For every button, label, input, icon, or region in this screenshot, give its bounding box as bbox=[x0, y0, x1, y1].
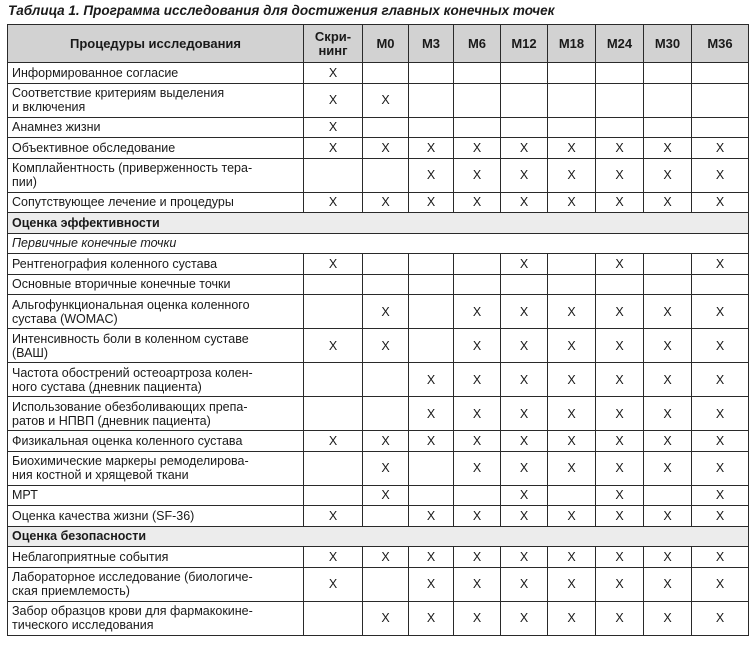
schedule-cell: Х bbox=[409, 506, 454, 527]
schedule-cell: Х bbox=[548, 363, 596, 397]
schedule-cell: Х bbox=[548, 547, 596, 568]
section-label: Оценка безопасности bbox=[8, 526, 749, 547]
schedule-cell: Х bbox=[304, 567, 363, 601]
header-visit: М6 bbox=[454, 25, 501, 63]
schedule-cell: Х bbox=[409, 138, 454, 159]
schedule-cell: Х bbox=[363, 329, 409, 363]
schedule-cell: Х bbox=[596, 485, 644, 506]
schedule-cell bbox=[363, 117, 409, 138]
schedule-cell: Х bbox=[501, 397, 548, 431]
schedule-cell: Х bbox=[692, 547, 749, 568]
schedule-cell bbox=[363, 567, 409, 601]
schedule-cell: Х bbox=[596, 547, 644, 568]
schedule-cell bbox=[304, 274, 363, 295]
schedule-cell: Х bbox=[304, 254, 363, 275]
schedule-cell: Х bbox=[596, 295, 644, 329]
procedure-label: Физикальная оценка коленного сустава bbox=[8, 431, 304, 452]
study-schedule-table bbox=[7, 24, 749, 636]
schedule-cell: Х bbox=[363, 83, 409, 117]
schedule-cell: Х bbox=[548, 451, 596, 485]
schedule-cell: Х bbox=[644, 138, 692, 159]
schedule-cell: Х bbox=[692, 431, 749, 452]
procedure-label: Объективное обследование bbox=[8, 138, 304, 159]
schedule-cell: Х bbox=[596, 363, 644, 397]
schedule-cell: Х bbox=[692, 601, 749, 635]
schedule-cell: Х bbox=[363, 431, 409, 452]
schedule-cell: Х bbox=[644, 431, 692, 452]
schedule-cell: Х bbox=[363, 295, 409, 329]
schedule-cell bbox=[304, 451, 363, 485]
header-row bbox=[8, 25, 749, 63]
table-row bbox=[8, 138, 749, 159]
schedule-cell: Х bbox=[596, 138, 644, 159]
schedule-cell: Х bbox=[409, 601, 454, 635]
schedule-cell: Х bbox=[304, 192, 363, 213]
subsection-label: Первичные конечные точки bbox=[8, 233, 749, 254]
schedule-cell bbox=[363, 397, 409, 431]
schedule-cell: Х bbox=[454, 431, 501, 452]
schedule-cell bbox=[409, 83, 454, 117]
schedule-cell: Х bbox=[596, 601, 644, 635]
table-caption: Таблица 1. Программа исследования для достижения главных конечных точек bbox=[8, 3, 555, 18]
procedure-label: Основные вторичные конечные точки bbox=[8, 274, 304, 295]
schedule-cell bbox=[304, 485, 363, 506]
schedule-cell bbox=[548, 485, 596, 506]
schedule-cell: Х bbox=[409, 397, 454, 431]
schedule-cell: Х bbox=[596, 397, 644, 431]
schedule-cell bbox=[454, 83, 501, 117]
schedule-cell bbox=[692, 83, 749, 117]
subsection-row bbox=[8, 233, 749, 254]
schedule-cell: Х bbox=[501, 431, 548, 452]
procedure-label: Рентгенография коленного сустава bbox=[8, 254, 304, 275]
table-row bbox=[8, 601, 749, 635]
schedule-cell: Х bbox=[548, 431, 596, 452]
schedule-cell bbox=[409, 63, 454, 84]
schedule-cell: Х bbox=[363, 451, 409, 485]
schedule-cell: Х bbox=[548, 601, 596, 635]
schedule-cell: Х bbox=[501, 192, 548, 213]
schedule-cell bbox=[692, 274, 749, 295]
schedule-cell: Х bbox=[596, 567, 644, 601]
schedule-cell: Х bbox=[363, 485, 409, 506]
schedule-cell: Х bbox=[304, 547, 363, 568]
procedure-label: Комплайентность (приверженность тера- пии) bbox=[8, 158, 304, 192]
schedule-cell: Х bbox=[692, 138, 749, 159]
schedule-cell bbox=[644, 485, 692, 506]
schedule-cell: Х bbox=[692, 158, 749, 192]
schedule-cell: Х bbox=[454, 192, 501, 213]
schedule-cell: Х bbox=[596, 329, 644, 363]
schedule-cell: Х bbox=[454, 451, 501, 485]
procedure-label: Информированное согласие bbox=[8, 63, 304, 84]
table-row bbox=[8, 567, 749, 601]
schedule-cell bbox=[454, 63, 501, 84]
schedule-cell: Х bbox=[548, 329, 596, 363]
table-row bbox=[8, 329, 749, 363]
schedule-cell bbox=[363, 363, 409, 397]
schedule-cell: Х bbox=[454, 158, 501, 192]
header-visit: М30 bbox=[644, 25, 692, 63]
schedule-cell bbox=[304, 158, 363, 192]
schedule-cell bbox=[409, 274, 454, 295]
schedule-cell bbox=[692, 117, 749, 138]
schedule-cell: Х bbox=[501, 329, 548, 363]
schedule-cell bbox=[501, 63, 548, 84]
schedule-cell bbox=[692, 63, 749, 84]
schedule-cell bbox=[596, 83, 644, 117]
schedule-cell: Х bbox=[454, 295, 501, 329]
header-visit: М3 bbox=[409, 25, 454, 63]
schedule-cell: Х bbox=[501, 254, 548, 275]
schedule-cell bbox=[644, 274, 692, 295]
schedule-cell: Х bbox=[501, 138, 548, 159]
schedule-cell: Х bbox=[692, 254, 749, 275]
schedule-cell: Х bbox=[409, 431, 454, 452]
schedule-cell bbox=[409, 329, 454, 363]
schedule-cell: Х bbox=[409, 192, 454, 213]
schedule-cell bbox=[304, 295, 363, 329]
schedule-cell: Х bbox=[363, 192, 409, 213]
schedule-cell: Х bbox=[304, 138, 363, 159]
schedule-cell: Х bbox=[304, 117, 363, 138]
schedule-cell: Х bbox=[548, 506, 596, 527]
schedule-cell bbox=[644, 117, 692, 138]
schedule-cell: Х bbox=[304, 506, 363, 527]
schedule-cell: Х bbox=[692, 451, 749, 485]
procedure-label: Соответствие критериям выделения и включения bbox=[8, 83, 304, 117]
table-row bbox=[8, 363, 749, 397]
header-visit: М36 bbox=[692, 25, 749, 63]
table-row bbox=[8, 192, 749, 213]
schedule-cell bbox=[454, 485, 501, 506]
schedule-cell bbox=[409, 117, 454, 138]
schedule-cell: Х bbox=[454, 547, 501, 568]
schedule-cell bbox=[304, 601, 363, 635]
schedule-cell: Х bbox=[644, 601, 692, 635]
procedure-label: Оценка качества жизни (SF-36) bbox=[8, 506, 304, 527]
schedule-cell bbox=[409, 254, 454, 275]
header-visit: М12 bbox=[501, 25, 548, 63]
table-row bbox=[8, 451, 749, 485]
schedule-cell bbox=[501, 83, 548, 117]
schedule-cell bbox=[596, 117, 644, 138]
schedule-cell: Х bbox=[644, 295, 692, 329]
table-row bbox=[8, 83, 749, 117]
schedule-cell: Х bbox=[692, 485, 749, 506]
schedule-cell: Х bbox=[501, 158, 548, 192]
schedule-cell bbox=[501, 274, 548, 295]
procedure-label: Неблагоприятные события bbox=[8, 547, 304, 568]
schedule-cell: Х bbox=[454, 506, 501, 527]
schedule-cell bbox=[501, 117, 548, 138]
procedure-label: Сопутствующее лечение и процедуры bbox=[8, 192, 304, 213]
schedule-cell: Х bbox=[501, 485, 548, 506]
header-visit: М0 bbox=[363, 25, 409, 63]
procedure-label: Использование обезболивающих препа- ратов и НПВП (дневник пациента) bbox=[8, 397, 304, 431]
schedule-cell: Х bbox=[304, 431, 363, 452]
schedule-cell: Х bbox=[501, 547, 548, 568]
schedule-cell bbox=[596, 63, 644, 84]
schedule-cell: Х bbox=[548, 567, 596, 601]
procedure-label: Забор образцов крови для фармакокине- тического исследования bbox=[8, 601, 304, 635]
schedule-cell: Х bbox=[548, 158, 596, 192]
schedule-cell: Х bbox=[644, 158, 692, 192]
procedure-label: Частота обострений остеоартроза колен- ного сустава (дневник пациента) bbox=[8, 363, 304, 397]
schedule-cell: Х bbox=[692, 192, 749, 213]
table-row bbox=[8, 117, 749, 138]
schedule-cell: Х bbox=[409, 547, 454, 568]
schedule-cell: Х bbox=[548, 397, 596, 431]
schedule-cell: Х bbox=[454, 363, 501, 397]
table-row bbox=[8, 295, 749, 329]
schedule-cell: Х bbox=[596, 254, 644, 275]
schedule-cell: Х bbox=[644, 506, 692, 527]
schedule-cell: Х bbox=[596, 431, 644, 452]
section-label: Оценка эффективности bbox=[8, 213, 749, 234]
schedule-cell: Х bbox=[454, 601, 501, 635]
schedule-cell: Х bbox=[596, 506, 644, 527]
procedure-label: Лабораторное исследование (биологиче- ская приемлемость) bbox=[8, 567, 304, 601]
procedure-label: Интенсивность боли в коленном суставе (ВАШ) bbox=[8, 329, 304, 363]
procedure-label: Анамнез жизни bbox=[8, 117, 304, 138]
schedule-cell: Х bbox=[548, 138, 596, 159]
schedule-cell: Х bbox=[501, 295, 548, 329]
schedule-cell: Х bbox=[409, 363, 454, 397]
procedure-label: Альгофункциональная оценка коленного сустава (WOMAC) bbox=[8, 295, 304, 329]
table-row bbox=[8, 547, 749, 568]
schedule-cell: Х bbox=[644, 329, 692, 363]
schedule-cell: Х bbox=[644, 567, 692, 601]
schedule-cell bbox=[304, 363, 363, 397]
schedule-cell: Х bbox=[692, 397, 749, 431]
schedule-cell: Х bbox=[501, 506, 548, 527]
schedule-cell bbox=[304, 397, 363, 431]
schedule-cell: Х bbox=[501, 363, 548, 397]
schedule-cell: Х bbox=[692, 567, 749, 601]
schedule-cell bbox=[363, 63, 409, 84]
schedule-cell bbox=[644, 63, 692, 84]
schedule-cell bbox=[548, 83, 596, 117]
table-row bbox=[8, 485, 749, 506]
schedule-cell: Х bbox=[644, 397, 692, 431]
schedule-cell bbox=[548, 274, 596, 295]
table-row bbox=[8, 506, 749, 527]
schedule-cell: Х bbox=[363, 601, 409, 635]
schedule-cell bbox=[644, 83, 692, 117]
schedule-cell: Х bbox=[548, 295, 596, 329]
schedule-cell bbox=[409, 451, 454, 485]
schedule-cell: Х bbox=[692, 506, 749, 527]
schedule-cell: Х bbox=[692, 363, 749, 397]
table-row bbox=[8, 274, 749, 295]
procedure-label: Биохимические маркеры ремоделирова- ния костной и хрящевой ткани bbox=[8, 451, 304, 485]
schedule-cell bbox=[363, 274, 409, 295]
schedule-cell: Х bbox=[454, 567, 501, 601]
schedule-cell: Х bbox=[409, 567, 454, 601]
table-row bbox=[8, 158, 749, 192]
schedule-cell: Х bbox=[596, 192, 644, 213]
schedule-cell: Х bbox=[363, 547, 409, 568]
schedule-cell: Х bbox=[501, 567, 548, 601]
schedule-cell bbox=[409, 295, 454, 329]
table-row bbox=[8, 254, 749, 275]
schedule-cell: Х bbox=[454, 329, 501, 363]
schedule-cell bbox=[409, 485, 454, 506]
schedule-cell bbox=[454, 274, 501, 295]
schedule-cell: Х bbox=[454, 397, 501, 431]
schedule-cell: Х bbox=[644, 363, 692, 397]
schedule-cell: Х bbox=[304, 63, 363, 84]
schedule-cell: Х bbox=[644, 192, 692, 213]
table-row bbox=[8, 63, 749, 84]
section-row bbox=[8, 213, 749, 234]
schedule-cell: Х bbox=[304, 329, 363, 363]
schedule-cell: Х bbox=[304, 83, 363, 117]
header-visit: М18 bbox=[548, 25, 596, 63]
schedule-cell: Х bbox=[501, 451, 548, 485]
header-procedures: Процедуры исследования bbox=[8, 25, 304, 63]
schedule-cell: Х bbox=[363, 138, 409, 159]
table-row bbox=[8, 431, 749, 452]
schedule-cell: Х bbox=[596, 451, 644, 485]
section-row bbox=[8, 526, 749, 547]
schedule-cell: Х bbox=[596, 158, 644, 192]
schedule-cell bbox=[363, 506, 409, 527]
schedule-cell bbox=[363, 158, 409, 192]
schedule-cell: Х bbox=[548, 192, 596, 213]
header-visit: М24 bbox=[596, 25, 644, 63]
procedure-label: МРТ bbox=[8, 485, 304, 506]
schedule-cell: Х bbox=[692, 295, 749, 329]
header-visit: Скри- нинг bbox=[304, 25, 363, 63]
schedule-cell: Х bbox=[692, 329, 749, 363]
schedule-cell bbox=[548, 63, 596, 84]
schedule-cell: Х bbox=[644, 451, 692, 485]
schedule-cell bbox=[548, 117, 596, 138]
schedule-cell bbox=[644, 254, 692, 275]
schedule-cell bbox=[454, 254, 501, 275]
schedule-cell bbox=[548, 254, 596, 275]
schedule-cell: Х bbox=[454, 138, 501, 159]
table-row bbox=[8, 397, 749, 431]
schedule-cell bbox=[596, 274, 644, 295]
schedule-cell bbox=[454, 117, 501, 138]
schedule-cell: Х bbox=[501, 601, 548, 635]
schedule-cell bbox=[363, 254, 409, 275]
schedule-cell: Х bbox=[644, 547, 692, 568]
schedule-cell: Х bbox=[409, 158, 454, 192]
